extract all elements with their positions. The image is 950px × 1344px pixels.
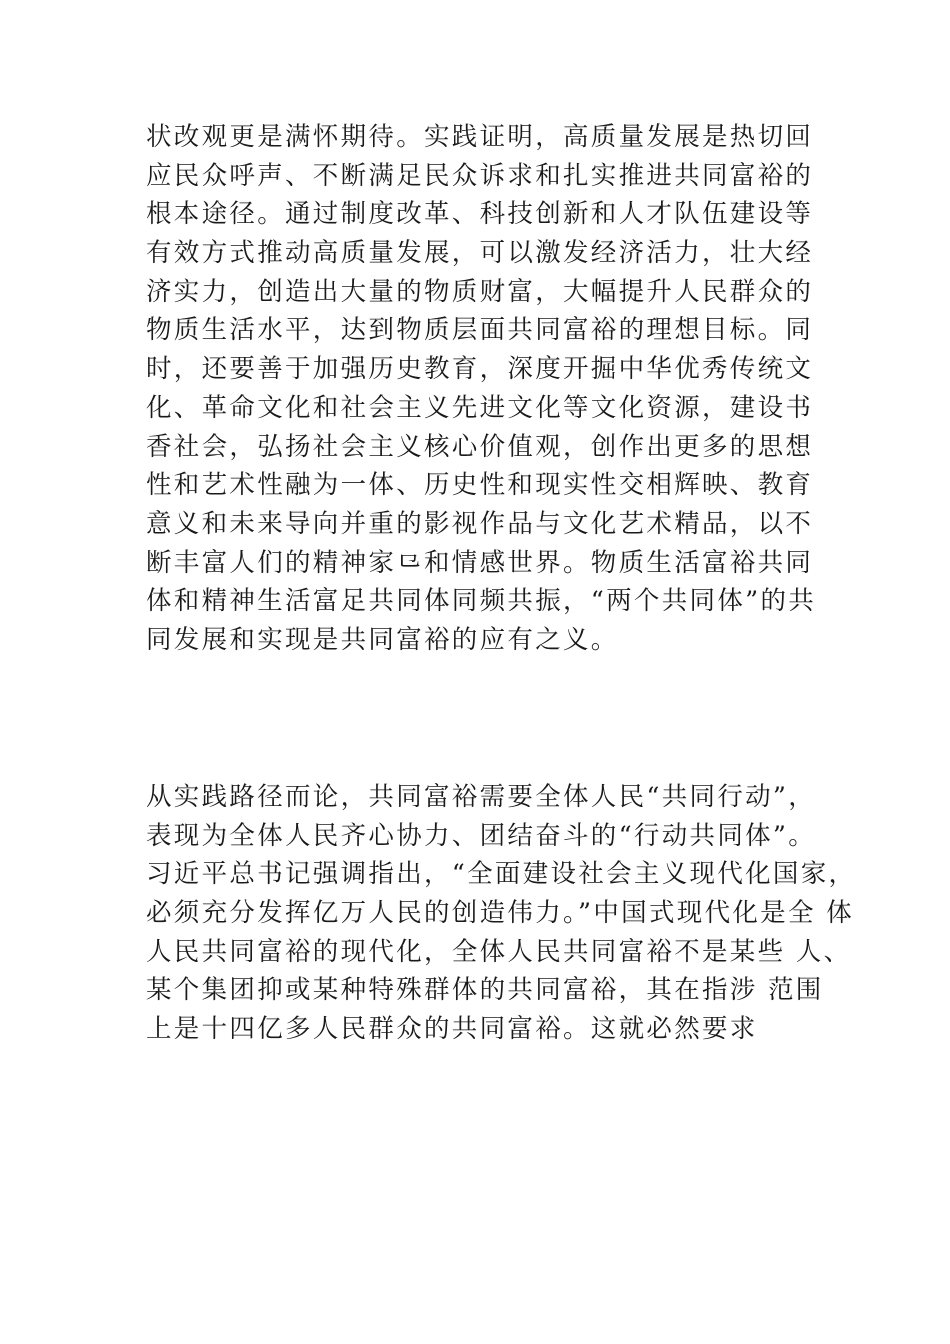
text-line: 状改观更是满怀期待。实践证明，高质量发展是热切回 <box>146 122 814 152</box>
text-line: 化、革命文化和社会主义先进文化等文化资源，建设书 <box>146 392 814 423</box>
paragraph-1 <box>146 118 846 660</box>
text-line: 有效方式推动高质量发展，可以激发经济活力，壮大经 <box>146 238 814 269</box>
text-line: 习近平总书记强调指出，“全面建设社会主义现代化国家， <box>146 859 857 890</box>
text-line: 物质生活水平，达到物质层面共同富裕的理想目标。同 <box>146 315 814 346</box>
text-line: 香社会，弘扬社会主义核心价值观，创作出更多的思想 <box>146 431 814 462</box>
text-line: 根本途径。通过制度改革、科技创新和人才队伍建设等 <box>146 199 814 230</box>
text-line: 应民众呼声、不断满足民众诉求和扎实推进共同富裕的 <box>146 160 814 191</box>
text-line: 必须充分发挥亿万人民的创造伟力。”中国式现代化是全 体 <box>146 898 854 929</box>
text-line: 上是十四亿多人民群众的共同富裕。这就必然要求 <box>146 1014 758 1045</box>
text-line: 从实践路径而论，共同富裕需要全体人民“共同行动”， <box>146 782 817 812</box>
text-line: 体和精神生活富足共同体同频共振，“两个共同体”的共 <box>146 586 817 617</box>
text-line: 表现为全体人民齐心协力、团结奋斗的“行动共同体”。 <box>146 820 817 851</box>
paragraph-2 <box>146 778 857 1049</box>
text-line: 济实力，创造出大量的物质财富，大幅提升人民群众的 <box>146 276 814 307</box>
text-line: 意义和未来导向并重的影视作品与文化艺术精品，以不 <box>146 508 814 539</box>
text-line: 同发展和实现是共同富裕的应有之义。 <box>146 624 619 655</box>
text-line: 断丰富人们的精神家⺋和情感世界。物质生活富裕共同 <box>146 547 814 578</box>
text-line: 人民共同富裕的现代化，全体人民共同富裕不是某些 人、 <box>146 936 852 967</box>
text-line: 时，还要善于加强历史教育，深度开掘中华优秀传统文 <box>146 354 814 385</box>
text-line: 某个集团抑或某种特殊群体的共同富裕，其在指涉 范围 <box>146 975 824 1006</box>
text-line: 性和艺术性融为一体、历史性和现实性交相辉映、教育 <box>146 470 814 501</box>
